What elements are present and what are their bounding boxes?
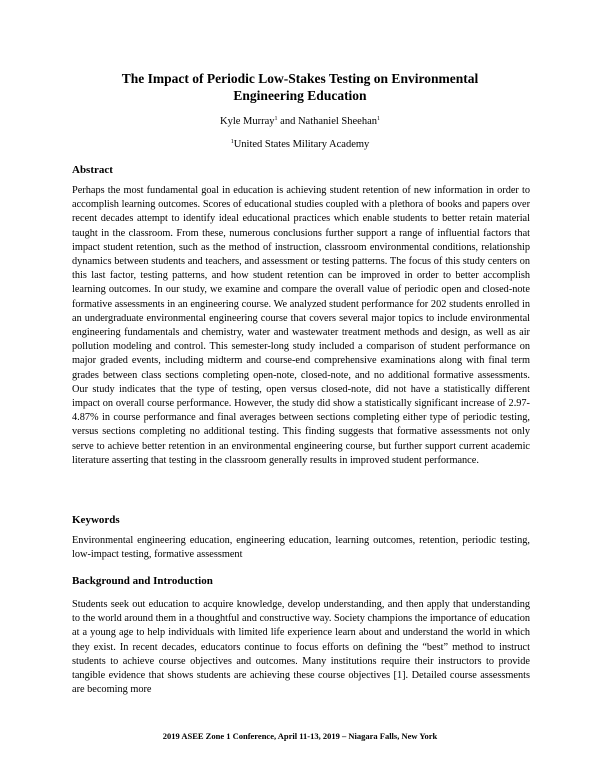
abstract-heading: Abstract bbox=[72, 164, 113, 176]
paper-title bbox=[60, 70, 540, 104]
author-name: Kyle Murray bbox=[220, 116, 275, 127]
author-affiliation-marker: 1 bbox=[376, 116, 380, 122]
author-list bbox=[60, 115, 540, 128]
author-joiner: and bbox=[277, 116, 298, 127]
conference-footer: 2019 ASEE Zone 1 Conference, April 11-13, 2019 – Niagara Falls, New York bbox=[162, 731, 438, 741]
keywords-text: Environmental engineering education, engineering education, learning outcomes, retention, periodic testing, low-impact testing, formative assessment bbox=[72, 535, 530, 561]
affiliation-name: United States Military Academy bbox=[233, 139, 370, 150]
author-affiliation-marker: 1 bbox=[274, 116, 278, 122]
author-name: Nathaniel Sheehan bbox=[297, 116, 377, 127]
title-line-1: The Impact of Periodic Low-Stakes Testing on Environmental bbox=[121, 71, 479, 86]
background-heading: Background and Introduction bbox=[72, 575, 213, 587]
title-line-2: Engineering Education bbox=[233, 88, 367, 103]
keywords-heading: Keywords bbox=[72, 514, 120, 526]
background-text: Students seek out education to acquire knowledge, develop understanding, and then apply that understanding to the world around them in a thoughtful and constructive way. Society champions the importance of education at a young age to help individuals with limited life experience learn about and understand the world in which they exist. In recent decades, educators continue to focus efforts on defining the “best” method to instruct students to achieve course objectives and outcomes. Many institutions require their instructors to provide tangible evidence that shows students are achieving these course objectives [1]. Detailed course assessments are becoming more bbox=[72, 599, 530, 696]
abstract-text: Perhaps the most fundamental goal in education is achieving student retention of new information in order to accomplish learning outcomes. Scores of educational studies coupled with a plethora of books and papers over recent decades attempt to identify ideal educational practices which enable students to better retain material taught in the classroom. From these, numerous conclusions further support a range of influential factors that impact student retention, such as the method of instruction, classroom environmental conditions, relationship dynamics between students and teachers, and assessment or testing patterns. The focus of this study centers on this last factor, testing patterns, and how student retention can be improved in order to better accomplish learning outcomes. In our study, we examine and compare the overall value of periodic open and closed-note formative assessments in an engineering course. We analyzed student performance for 202 students enrolled in an undergraduate environmental engineering course that covers several major topics to include environmental engineering fundamentals and chemistry, water and wastewater treatment methods and design, as well as air pollution modeling and control. This semester-long study included a comparison of student performance on major graded events, including midterm and course-end comprehensive examinations along with final term grades between class sections completing open-note, closed-note, and no additional formative assessments. Our study indicates that the type of testing, open versus closed-note, did not have a statistically different impact on overall course performance. However, the study did show a statistically significant increase of 2.97-4.87% in course performance and final averages between sections completing either type of periodic testing, versus sections completing no additional testing. This finding suggests that formative assessments not only serve to achieve better retention in an environmental engineering course, but further support current academic literature asserting that testing in the classroom generally results in improved student performance. bbox=[72, 185, 530, 466]
affiliation bbox=[60, 138, 540, 151]
affiliation-marker: 1 bbox=[230, 139, 234, 145]
